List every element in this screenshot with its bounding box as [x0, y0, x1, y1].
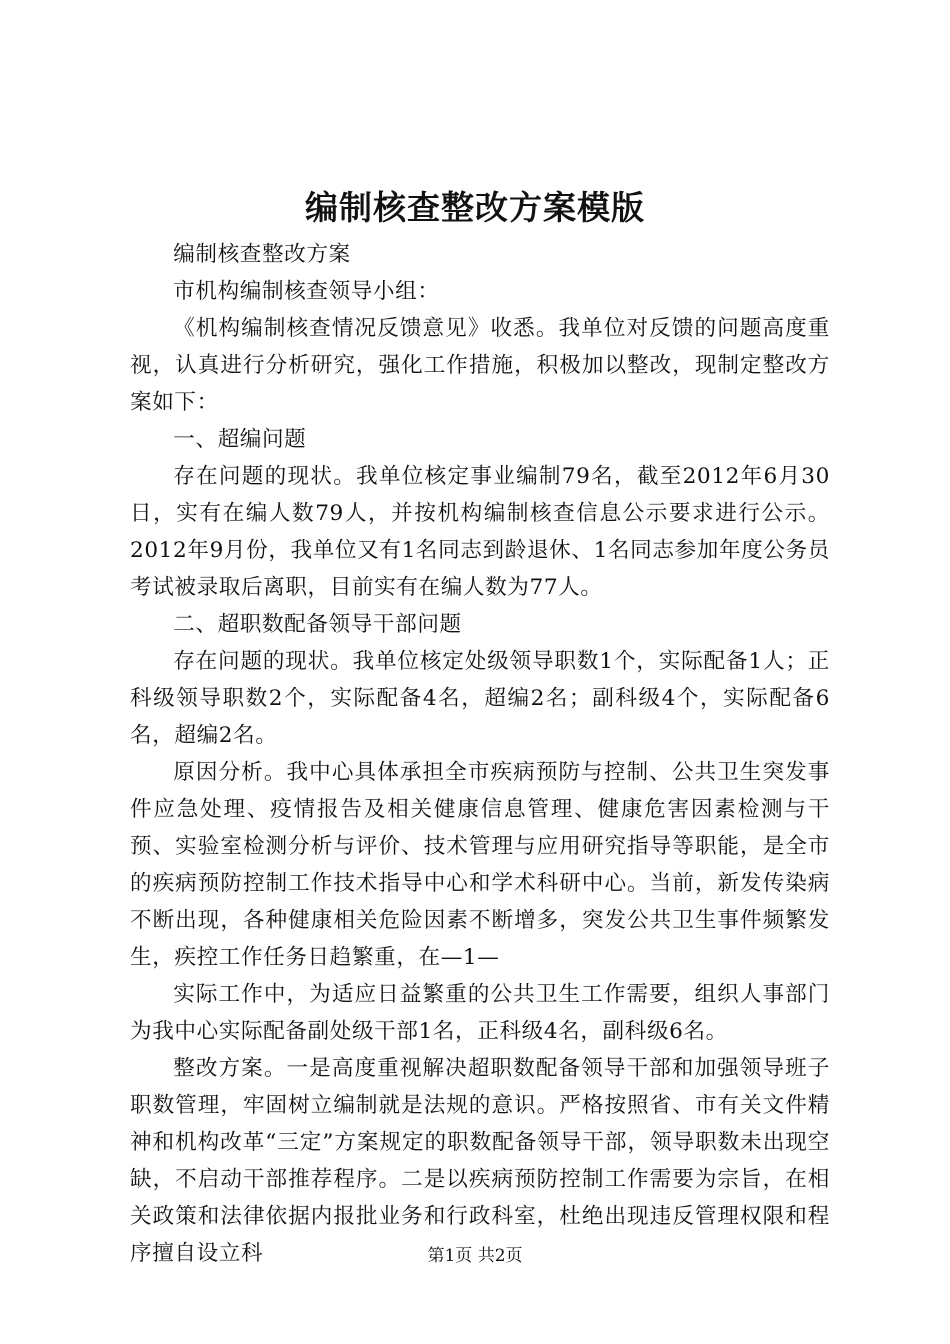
- paragraph-intro: 《机构编制核查情况反馈意见》收悉。我单位对反馈的问题高度重视，认真进行分析研究，强化工作措施，积极加以整改，现制定整改方案如下：: [130, 316, 830, 415]
- paragraph-actual-work: 实际工作中，为适应日益繁重的公共卫生工作需要，组织人事部门为我中心实际配备副处级干部1名，正科级4名，副科级6名。: [130, 982, 830, 1044]
- paragraph-cause-analysis: 原因分析。我中心具体承担全市疾病预防与控制、公共卫生突发事件应急处理、疫情报告及相关健康信息管理、健康危害因素检测与干预、实验室检测分析与评价、技术管理与应用研究指导等职能，是全市的疾病预防控制工作技术指导中心和学术科研中心。当前，新发传染病不断出现，各种健康相关危险因素不断增多，突发公共卫生事件频繁发生，疾控工作任务日趋繁重，在—1—: [130, 760, 830, 970]
- paragraph-overstaffing-status: 存在问题的现状。我单位核定事业编制79名，截至2012年6月30日，实有在编人数79人，并按机构编制核查信息公示要求进行公示。2012年9月份，我单位又有1名同志到龄退休、1名同志参加年度公务员考试被录取后离职，目前实有在编人数为77人。: [130, 464, 830, 600]
- paragraph-salutation: 市机构编制核查领导小组：: [173, 279, 440, 304]
- document-body: [130, 236, 830, 1272]
- section-heading-overstaffing: 一、超编问题: [173, 427, 307, 452]
- paragraph-heading-plan: 编制核查整改方案: [173, 242, 351, 267]
- section-heading-excess-leaders: 二、超职数配备领导干部问题: [173, 612, 462, 637]
- paragraph-rectification-plan: 整改方案。一是高度重视解决超职数配备领导干部和加强领导班子职数管理，牢固树立编制就是法规的意识。严格按照省、市有关文件精神和机构改革“三定”方案规定的职数配备领导干部，领导职数未出现空缺，不启动干部推荐程序。二是以疾病预防控制工作需要为宗旨，在相关政策和法律依据内报批业务和行政科室，杜绝出现违反管理权限和程序擅自设立科: [130, 1056, 830, 1266]
- document-title: 编制核查整改方案模版: [305, 188, 645, 227]
- paragraph-leaders-status: 存在问题的现状。我单位核定处级领导职数1个，实际配备1人；正科级领导职数2个，实际配备4名，超编2名；副科级4个，实际配备6名，超编2名。: [130, 649, 830, 748]
- page-number-footer: 第1页 共2页: [427, 1246, 523, 1266]
